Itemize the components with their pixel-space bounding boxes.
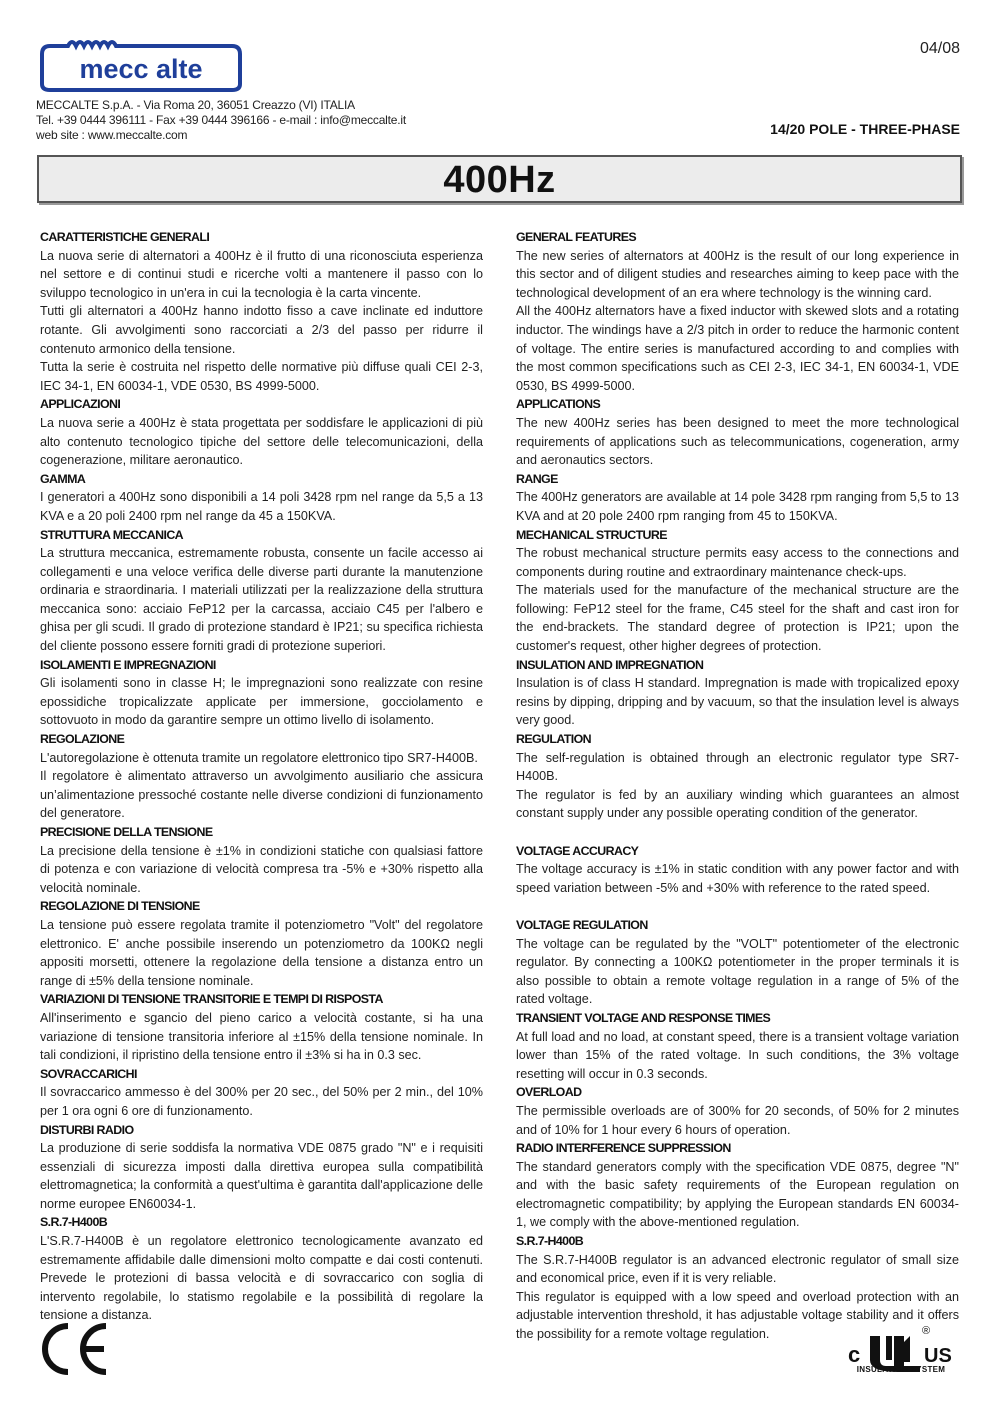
- paragraph: L'autoregolazione è ottenuta tramite un regolatore elettronico tipo SR7-H400B.: [40, 750, 478, 765]
- spacer: [516, 897, 959, 916]
- paragraph: La nuova serie a 400Hz è stata progettata per soddisfare le applicazioni di più alto contenuto tecnologico tipiche del settore delle telecomunicazioni, della cogenerazione, militare aeronautico.: [40, 415, 483, 468]
- company-website: web site : www.meccalte.com: [36, 128, 188, 142]
- paragraph: The materials used for the manufacture of the mechanical structure are the following: FeP12 steel for the frame, C45 steel for the shaft and cast iron for the end-brackets. The standard degree of protection is IP21; upon the customer's request, other higher degrees of protection.: [516, 583, 959, 654]
- company-address: MECCALTE S.p.A. - Via Roma 20, 36051 Creazzo (VI) ITALIA: [36, 98, 355, 112]
- ul-right-letters: US: [924, 1345, 952, 1367]
- document-subtitle: 14/20 POLE - THREE-PHASE: [770, 121, 960, 137]
- section-title: S.R.7-H400B: [40, 1215, 108, 1230]
- paragraph: La tensione può essere regolata tramite il potenziometro "Volt" del regolatore elettronico. E' anche possibile inserendo un potenziometro da 100KΩ negli appositi morsetti, ottenere la regolazione della tensione a distanza entro un range di ±5% della tensione nominale.: [40, 917, 483, 988]
- paragraph: The regulator is fed by an auxiliary winding which guarantees an almost constant supply under any possible operating condition of the generator.: [516, 787, 959, 821]
- paragraph: The robust mechanical structure permits easy access to the connections and components during routine and extraordinary maintenance check-ups.: [516, 546, 959, 579]
- paragraph: The 400Hz generators are available at 14 pole 3428 rpm ranging from 5,5 to 13 KVA and at 20 pole 2400 rpm ranging from 45 to 150KVA.: [516, 490, 959, 523]
- section-title: VARIAZIONI DI TENSIONE TRANSITORIE E TEMPI DI RISPOSTA: [40, 992, 383, 1007]
- paragraph: The self-regulation is obtained through an electronic regulator type SR7-H400B.: [516, 750, 959, 784]
- paragraph: Il regolatore è alimentato attraverso un avvolgimento ausiliario che assicura un’alimentazione pressoché costante nelle diverse condizioni di funzionamento del generatore.: [40, 769, 483, 821]
- ul-registered-mark: ®: [922, 1325, 931, 1337]
- section-title: S.R.7-H400B: [516, 1234, 584, 1249]
- section-title: APPLICATIONS: [516, 397, 601, 412]
- logo-text: mecc alte: [79, 54, 203, 84]
- paragraph: Tutti gli alternatori a 400Hz hanno indotto fisso a cave inclinate ed induttore rotante. Gli avvolgimenti sono raccorciati a 2/3 del passo per ridurre il contenuto armonico della tensione.: [40, 304, 483, 356]
- paragraph: I generatori a 400Hz sono disponibili a 14 poli 3428 rpm nel range da 5,5 a 13 KVA e a 20 poli 2400 rpm nel range da 45 a 150KVA.: [40, 490, 483, 523]
- paragraph: The new series of alternators at 400Hz is the result of our long experience in this sector and of diligent studies and researches aiming to keep pace with the technological development of an era where technology is the winning card.: [516, 248, 959, 300]
- paragraph: Tutta la serie è costruita nel rispetto delle normative più diffuse quali CEI 2-3, IEC 34-1, EN 60034-1, VDE 0530, BS 4999-5000.: [40, 360, 483, 393]
- english-column: [516, 228, 959, 1344]
- section-title: TRANSIENT VOLTAGE AND RESPONSE TIMES: [516, 1010, 771, 1025]
- section-title: MECHANICAL STRUCTURE: [516, 527, 667, 542]
- section-title: REGOLAZIONE DI TENSIONE: [40, 899, 200, 914]
- section-title: REGULATION: [516, 732, 591, 747]
- meccalte-logo: [36, 34, 246, 94]
- paragraph: The permissible overloads are of 300% for 20 seconds, of 50% for 2 minutes and of 10% for 1 hour every 6 hours of operation.: [516, 1103, 959, 1137]
- title-bar: [37, 155, 962, 203]
- paragraph: La precisione della tensione è ±1% in condizioni statiche con qualsiasi fattore di potenza e con variazione di velocità compresa tra -5% e +30% rispetto alla velocità nominale.: [40, 843, 483, 895]
- section-title: RANGE: [516, 471, 558, 486]
- ul-left-letter: c: [848, 1342, 861, 1367]
- section-title: PRECISIONE DELLA TENSIONE: [40, 825, 213, 839]
- paragraph: The voltage accuracy is ±1% in static condition with any power factor and with speed variation between -5% and +30% with reference to the rated speed.: [516, 862, 959, 895]
- paragraph: All the 400Hz alternators have a fixed inductor with skewed slots and a rotating inductor. The windings have a 2/3 pitch in order to reduce the harmonic content of voltage. The entire series is manufactured according to and complies with the most common specifications such as CEI 2-3, IEC 34-1, EN 60034-1, VDE 0530, BS 4999-5000.: [516, 304, 959, 393]
- section-title: REGOLAZIONE: [40, 732, 125, 747]
- section-title: SOVRACCARICHI: [40, 1066, 137, 1081]
- paragraph: La nuova serie di alternatori a 400Hz è il frutto di una riconosciuta esperienza nel settore e di continui studi e ricerche volti a mantenere il passo con lo sviluppo tecnologico in un'era in cui la tecnologia è la carta vincente.: [40, 248, 483, 300]
- paragraph: The S.R.7-H400B regulator is an advanced electronic regulator of small size and economical price, even if it is very reliable.: [516, 1252, 959, 1286]
- section-title: DISTURBI RADIO: [40, 1122, 134, 1137]
- section-title: VOLTAGE REGULATION: [516, 917, 648, 932]
- section-title: APPLICAZIONI: [40, 397, 121, 412]
- section-title: GENERAL FEATURES: [516, 230, 637, 244]
- page-title: 400Hz: [443, 159, 556, 201]
- paragraph: L'S.R.7-H400B è un regolatore elettronico tecnologicamente avanzato ed estremamente affidabile dalle dimensioni molto compatte e dai costi contenuti. Prevede le protezioni di bassa velocità e di sovraccarico con soglia di intervento regolabile, lo statismo regolabile e la possibilità di regolare la tensione a distanza.: [40, 1234, 483, 1323]
- paragraph: At full load and no load, at constant speed, there is a transient voltage variation lower than 15% of the rated voltage. In such conditions, the 3% voltage resetting will occur in 0.3 seconds.: [516, 1029, 959, 1081]
- paragraph: All'inserimento e sgancio del pieno carico a velocità costante, si ha una variazione di tensione transitoria inferiore al ±15% della tensione nominale. In tali condizioni, il ripristino della tensione entro il ±3% si ha in 0.3 sec.: [40, 1010, 483, 1063]
- section-title: INSULATION AND IMPREGNATION: [516, 657, 704, 672]
- ce-mark-icon: [38, 1320, 114, 1378]
- document-date: 04/08: [919, 40, 960, 57]
- section-title: OVERLOAD: [516, 1085, 582, 1100]
- paragraph: This regulator is equipped with a low speed and overload protection with an adjustable intervention threshold, it has adjustable voltage stability and it offers the possibility for a remote voltage regulation.: [516, 1289, 959, 1342]
- paragraph: La struttura meccanica, estremamente robusta, consente un facile accesso ai collegamenti e una veloce verifica delle diverse parti durante la manutenzione ordinaria e straordinaria. I materiali utilizzati per la realizzazione della struttura meccanica sono: acciaio FeP12 per la carcassa, acciaio C45 per l'albero e ghisa per gli scudi. Il grado di protezione standard è IP21; su specifica richiesta del cliente possono essere forniti gradi di protezione superiori.: [40, 546, 483, 654]
- section-title: ISOLAMENTI E IMPREGNAZIONI: [40, 657, 216, 672]
- section-title: STRUTTURA MECCANICA: [40, 527, 184, 542]
- paragraph: Il sovraccarico ammesso è del 300% per 20 sec., del 50% per 2 min., del 10% per 1 ora ogni 6 ore di funzionamento.: [40, 1085, 483, 1118]
- section-title: CARATTERISTICHE GENERALI: [40, 230, 210, 244]
- ul-caption: INSULATION SYSTEM: [856, 1365, 946, 1374]
- section-title: RADIO INTERFERENCE SUPPRESSION: [516, 1141, 731, 1156]
- paragraph: Insulation is of class H standard. Impregnation is made with tropicalized epoxy resins by dipping, dripping and by vacuum, so that the insulation level is always very good.: [516, 676, 959, 728]
- spacer: [516, 823, 959, 842]
- paragraph: The new 400Hz series has been designed to meet the more technological requirements of applications such as telecommunications, cogeneration, army and aeronautics sectors.: [516, 415, 959, 468]
- section-title: VOLTAGE ACCURACY: [516, 843, 639, 858]
- paragraph: The standard generators comply with the specification VDE 0875, degree "N" and with the basic safety requirements of the European regulation on electromagnetic compatibility; by applying the European standards EN 60034-1, we comply with the above-mentioned regulation.: [516, 1159, 959, 1230]
- italian-column: [40, 228, 483, 1325]
- paragraph: The voltage can be regulated by the "VOLT" potentiometer of the electronic regulator. By connecting a 100KΩ potentiometer in the proper terminals it is also possible to obtain a remote voltage regulation in a range of 5% of the rated voltage.: [516, 936, 959, 1007]
- paragraph: Gli isolamenti sono in classe H; le impregnazioni sono realizzate con resine epossidiche tropicalizzate applicate per immersione, gocciolamento e sottovuoto in modo da garantire sempre un ottimo livello di isolamento.: [40, 676, 483, 728]
- company-contacts: Tel. +39 0444 396111 - Fax +39 0444 396166 - e-mail : info@meccalte.it: [36, 113, 406, 127]
- company-info: [36, 98, 406, 143]
- section-title: GAMMA: [40, 471, 86, 486]
- paragraph: La produzione di serie soddisfa la normativa VDE 0875 grado "N" e i requisiti essenziali di sicurezza imposti dalla direttiva europea sulla compatibilità elettromagnetica; la conformità a quest'ultima è garantita dall'applicazione delle norme europee EN60034-1.: [40, 1141, 483, 1211]
